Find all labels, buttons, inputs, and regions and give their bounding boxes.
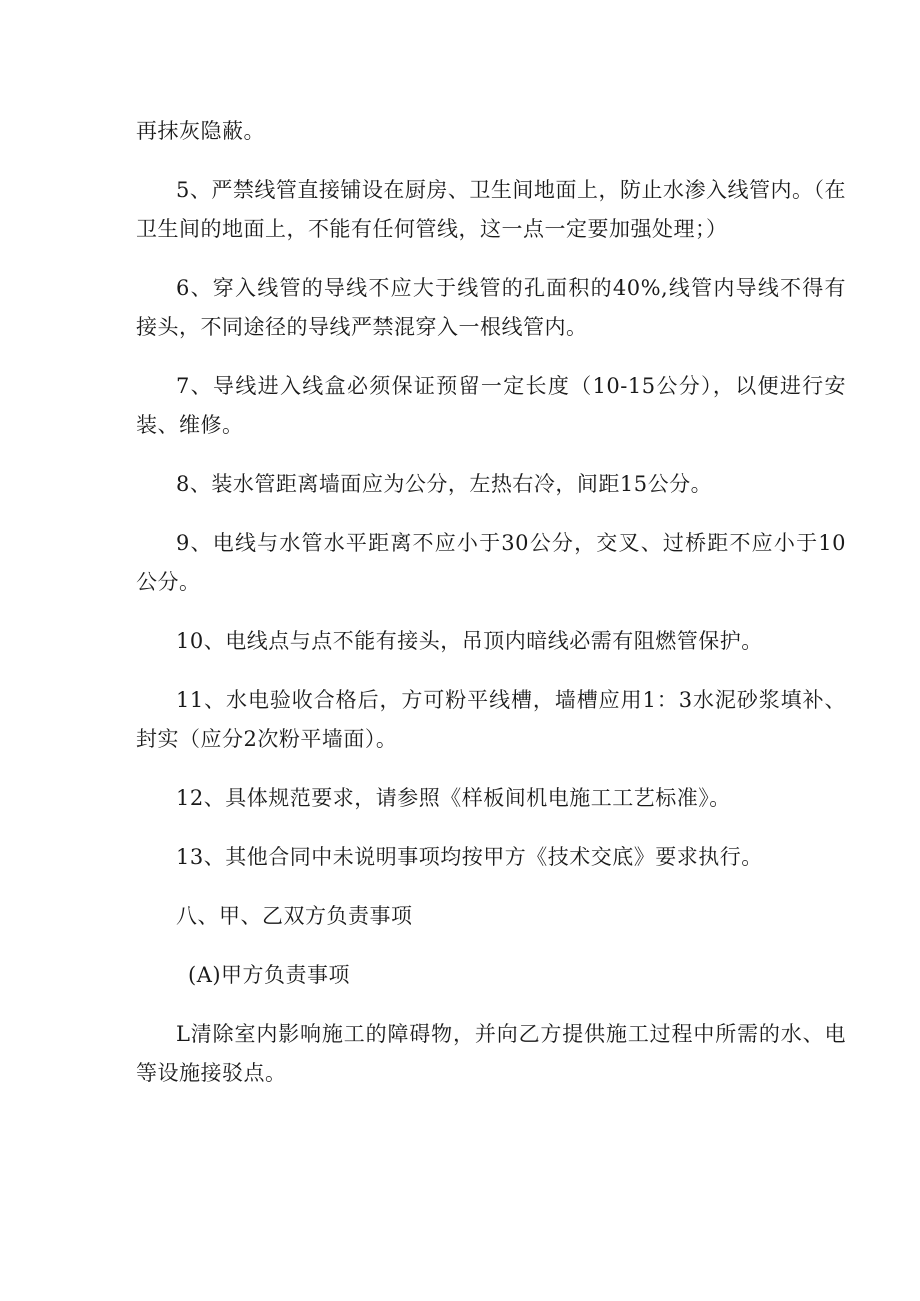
paragraph-item-12: 12、具体规范要求，请参照《样板间机电施工工艺标准》。 — [176, 786, 731, 810]
paragraph-continuation: 再抹灰隐蔽。 — [136, 119, 265, 143]
section-heading: 八、甲、乙双方负责事项 — [176, 904, 413, 928]
paragraph-item-8: 8、装水管距离墙面应为公分，左热右冷，间距15公分。 — [176, 472, 713, 496]
document-body — [136, 112, 846, 1113]
paragraph-item-l: L清除室内影响施工的障碍物，并向乙方提供施工过程中所需的水、电等设施接驳点。 — [136, 1022, 846, 1085]
subsection-heading: (A)甲方负责事项 — [188, 963, 351, 987]
paragraph-item-10: 10、电线点与点不能有接头，吊顶内暗线必需有阻燃管保护。 — [176, 629, 763, 653]
paragraph-item-6: 6、穿入线管的导线不应大于线管的孔面积的40%,线管内导线不得有接头，不同途径的导线严禁混穿入一根线管内。 — [136, 276, 846, 339]
paragraph-item-11: 11、水电验收合格后，方可粉平线槽，墙槽应用1：3水泥砂浆填补、封实（应分2次粉平墙面）。 — [136, 688, 846, 751]
paragraph-item-9: 9、电线与水管水平距离不应小于30公分，交叉、过桥距不应小于10公分。 — [136, 531, 846, 594]
paragraph-item-7: 7、导线进入线盒必须保证预留一定长度（10-15公分），以便进行安装、维修。 — [136, 374, 846, 437]
paragraph-item-5: 5、严禁线管直接铺设在厨房、卫生间地面上，防止水渗入线管内。（在卫生间的地面上，不能有任何管线，这一点一定要加强处理；） — [136, 178, 846, 241]
paragraph-item-13: 13、其他合同中未说明事项均按甲方《技术交底》要求执行。 — [176, 845, 763, 869]
